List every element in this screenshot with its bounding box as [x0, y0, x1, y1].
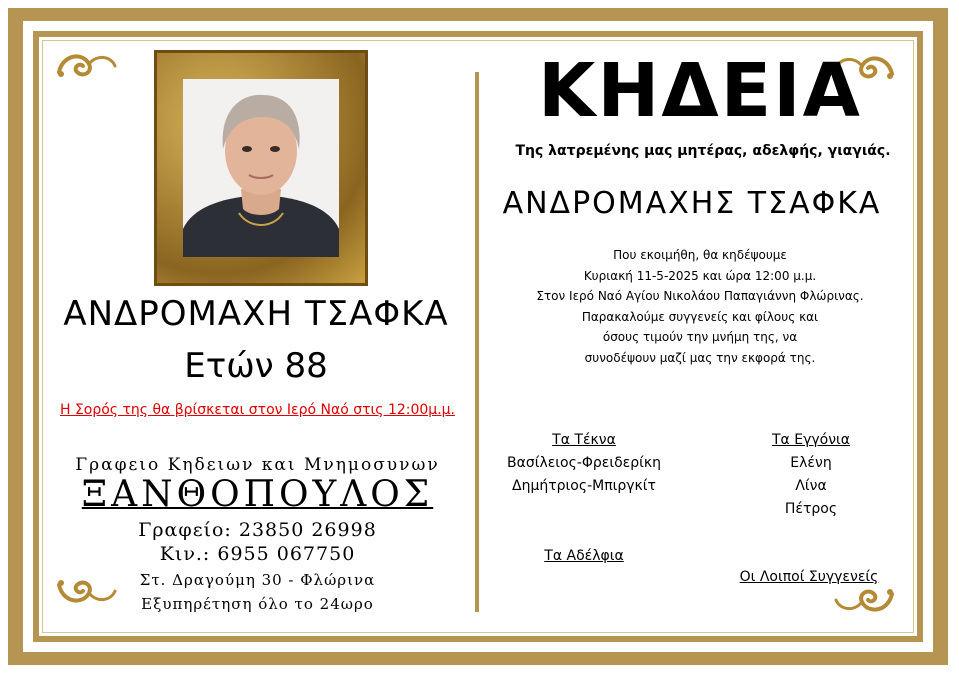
- office-address: Στ. Δραγούμη 30 - Φλώρινα: [139, 571, 376, 589]
- announcement-line: συνοδέψουν μαζί μας την εκφορά της.: [584, 350, 816, 365]
- grandchildren-item: Ελένη: [790, 455, 832, 471]
- children-item: Βασίλειος-Φρειδερίκη: [507, 455, 661, 471]
- grandchildren-item: Λίνα: [795, 478, 827, 494]
- office-phone: Γραφείο: 23850 26998: [138, 519, 377, 541]
- announcement-line: Στον Ιερό Ναό Αγίου Νικολάου Παπαγιάννη Φλώρινας.: [536, 289, 864, 303]
- scroll-ornament-icon: [832, 582, 898, 620]
- office-mobile: Κιν.: 6955 067750: [159, 543, 356, 565]
- announcement: [490, 245, 910, 368]
- coffin-location-note: Η Σορός της θα βρίσκεται στον Ιερό Ναό στις 12:00μ.μ.: [59, 402, 456, 418]
- announcement-line: Κυριακή 11-5-2025 και ώρα 12:00 μ.μ.: [583, 268, 817, 283]
- children-heading: Τα Τέκνα: [552, 432, 616, 448]
- funeral-office-heading: Γραφειο Κηδειων και Μνημοσυνων: [75, 455, 440, 475]
- portrait-photo: [183, 79, 339, 257]
- siblings-heading: Τα Αδέλφια: [544, 548, 624, 564]
- other-relatives-heading: Οι Λοιποί Συγγενείς: [739, 569, 879, 585]
- column-divider: [475, 72, 479, 612]
- office-hours: Εξυπηρέτηση όλο το 24ωρο: [141, 595, 374, 613]
- announcement-line: Παρακαλούμε συγγενείς και φίλους και: [581, 309, 819, 324]
- funeral-office-brand: ΞΑΝΘΟΠΟΥΛΟΣ: [81, 474, 434, 515]
- scroll-ornament-icon: [53, 46, 119, 84]
- deceased-name: ΑΝΔΡΟΜΑΧΗ ΤΣΑΦΚΑ: [63, 294, 449, 334]
- grandchildren-heading: Τα Εγγόνια: [772, 432, 850, 448]
- subtitle: Της λατρεμένης μας μητέρας, αδελφής, γιαγιάς.: [515, 143, 891, 159]
- page-title: ΚΗΔΕΙΑ: [538, 48, 862, 134]
- grandchildren-item: Πέτρος: [784, 501, 838, 517]
- deceased-name-genitive: ΑΝΔΡΟΜΑΧΗΣ ΤΣΑΦΚΑ: [502, 186, 882, 221]
- ornate-photo-frame: [154, 50, 368, 286]
- announcement-line: Που εκοιμήθη, θα κηδέψουμε: [613, 248, 787, 262]
- age-line: Ετών 88: [184, 346, 328, 386]
- children-item: Δημήτριος-Μπιργκίτ: [512, 478, 656, 494]
- portrait-icon: [183, 79, 339, 257]
- announcement-line: όσους τιμούν την μνήμη της, να: [602, 330, 798, 344]
